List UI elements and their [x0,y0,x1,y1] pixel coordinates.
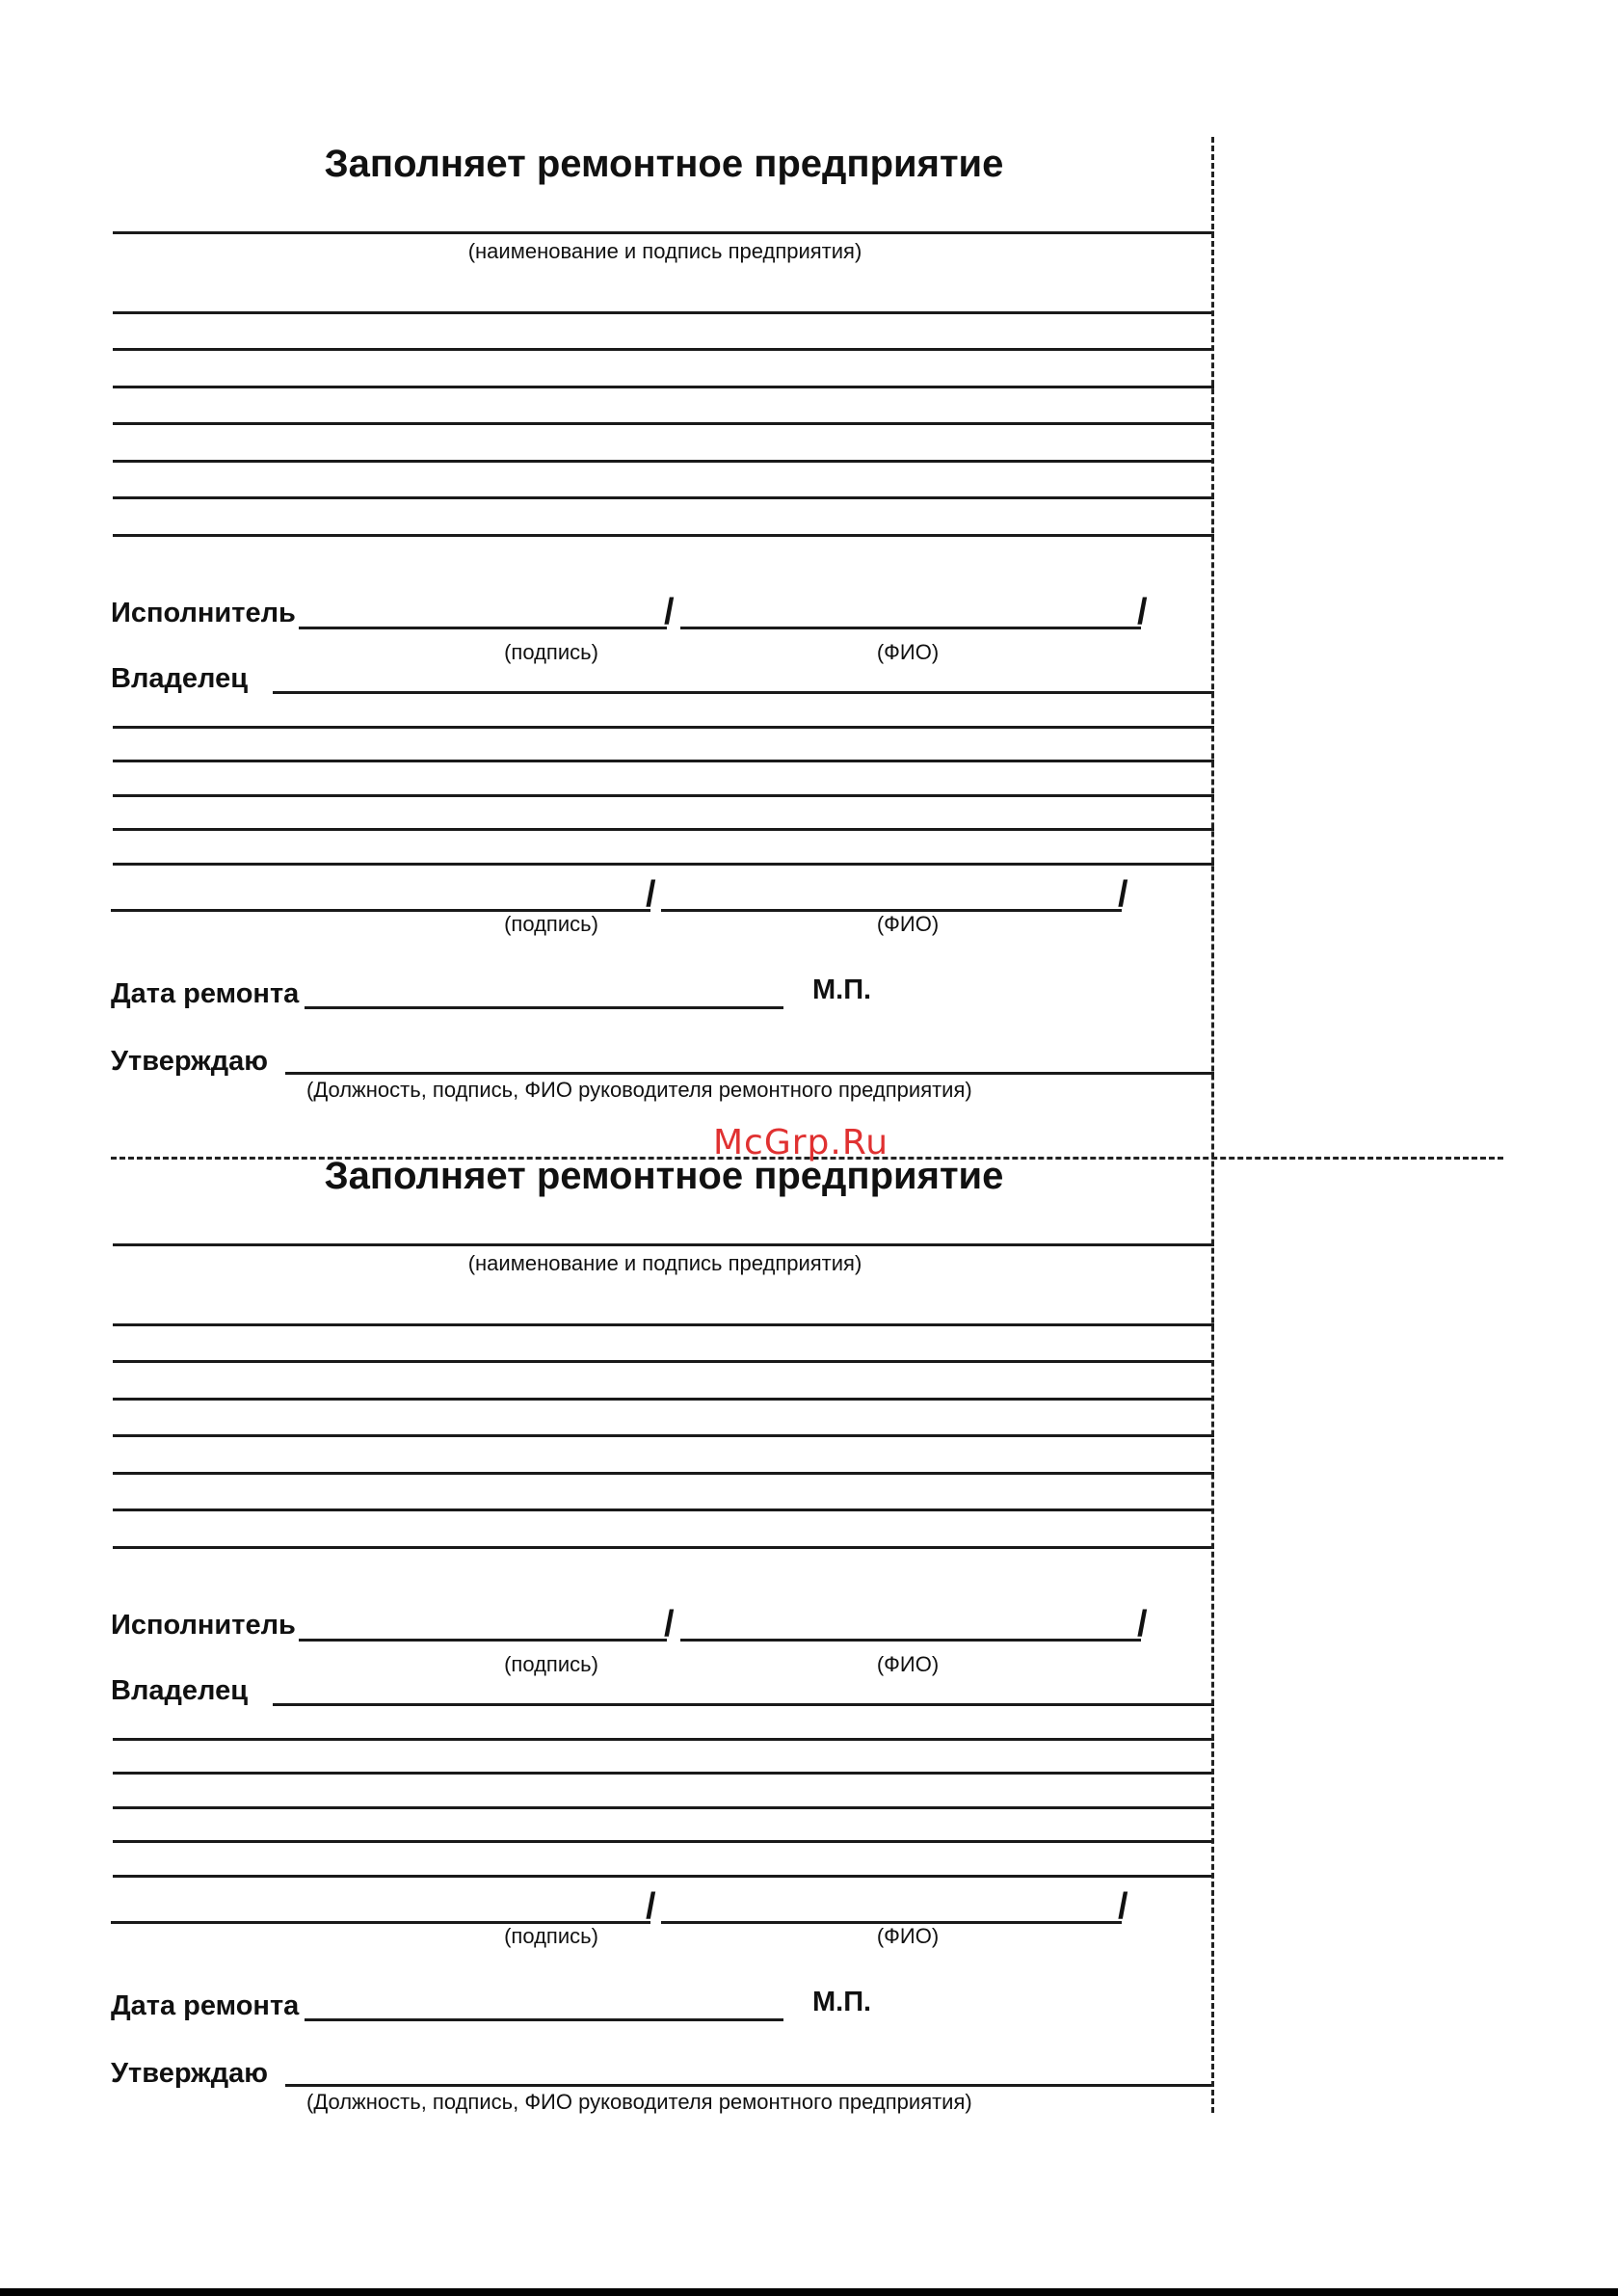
notes-line[interactable] [113,1323,1214,1326]
enterprise-name-line[interactable] [113,231,1214,234]
form-section-2 [0,1012,1618,2114]
signature-caption: (подпись) [504,640,598,664]
separator-slash: / [1137,592,1148,632]
executor-fio-line[interactable] [680,1639,1141,1642]
notes-line[interactable] [113,1398,1214,1401]
notes-line[interactable] [113,1360,1214,1363]
owner-fio-caption: (ФИО) [876,1924,940,1948]
repair-date-line[interactable] [305,1006,783,1009]
bottom-edge-bar [0,2288,1618,2296]
owner-signature-caption: (подпись) [504,1924,598,1948]
approve-label: Утверждаю [111,1046,269,1077]
section-title: Заполняет ремонтное предприятие [324,143,1004,185]
watermark: McGrp.Ru [713,1123,889,1162]
owner-label: Владелец [111,663,249,694]
separator-slash: / [646,874,656,915]
notes-line[interactable] [113,348,1214,351]
notes-line[interactable] [113,1472,1214,1475]
stamp-label: М.П. [812,1987,872,2017]
owner-info-line[interactable] [113,1875,1214,1878]
owner-line[interactable] [273,1703,1214,1706]
approve-caption: (Должность, подпись, ФИО руководителя ремонтного предприятия) [306,2090,972,2114]
enterprise-caption: (наименование и подпись предприятия) [467,239,862,263]
owner-info-line[interactable] [113,1840,1214,1843]
repair-date-label: Дата ремонта [111,978,300,1009]
repair-date-line[interactable] [305,2018,783,2021]
notes-line[interactable] [113,422,1214,425]
notes-line[interactable] [113,311,1214,314]
approve-line[interactable] [285,2084,1214,2087]
owner-info-line[interactable] [113,726,1214,729]
owner-info-line[interactable] [113,760,1214,762]
executor-signature-line[interactable] [299,627,667,629]
owner-line[interactable] [273,691,1214,694]
owner-info-line[interactable] [113,794,1214,797]
approve-caption: (Должность, подпись, ФИО руководителя ремонтного предприятия) [306,1078,972,1102]
owner-info-line[interactable] [113,1772,1214,1775]
enterprise-caption: (наименование и подпись предприятия) [467,1251,862,1275]
separator-slash: / [1137,1604,1148,1644]
form-section-1 [0,0,1618,1102]
section-title: Заполняет ремонтное предприятие [324,1155,1004,1197]
notes-line[interactable] [113,534,1214,537]
vertical-cut-line [1211,137,1214,2113]
enterprise-name-line[interactable] [113,1243,1214,1246]
owner-signature-caption: (подпись) [504,912,598,936]
separator-slash: / [646,1886,656,1927]
stamp-label: М.П. [812,974,872,1005]
owner-info-line[interactable] [113,863,1214,866]
notes-line[interactable] [113,1434,1214,1437]
fio-caption: (ФИО) [876,1652,940,1676]
executor-signature-line[interactable] [299,1639,667,1642]
notes-line[interactable] [113,386,1214,388]
executor-label: Исполнитель [111,1610,296,1641]
separator-slash: / [664,1604,675,1644]
owner-info-line[interactable] [113,1806,1214,1809]
notes-line[interactable] [113,1546,1214,1549]
owner-info-line[interactable] [113,1738,1214,1741]
notes-line[interactable] [113,460,1214,463]
separator-slash: / [664,592,675,632]
separator-slash: / [1118,874,1128,915]
executor-fio-line[interactable] [680,627,1141,629]
owner-fio-caption: (ФИО) [876,912,940,936]
owner-info-line[interactable] [113,828,1214,831]
notes-line[interactable] [113,496,1214,499]
notes-line[interactable] [113,1508,1214,1511]
owner-label: Владелец [111,1675,249,1706]
fio-caption: (ФИО) [876,640,940,664]
signature-caption: (подпись) [504,1652,598,1676]
separator-slash: / [1118,1886,1128,1927]
repair-date-label: Дата ремонта [111,1990,300,2021]
executor-label: Исполнитель [111,598,296,628]
approve-label: Утверждаю [111,2058,269,2089]
